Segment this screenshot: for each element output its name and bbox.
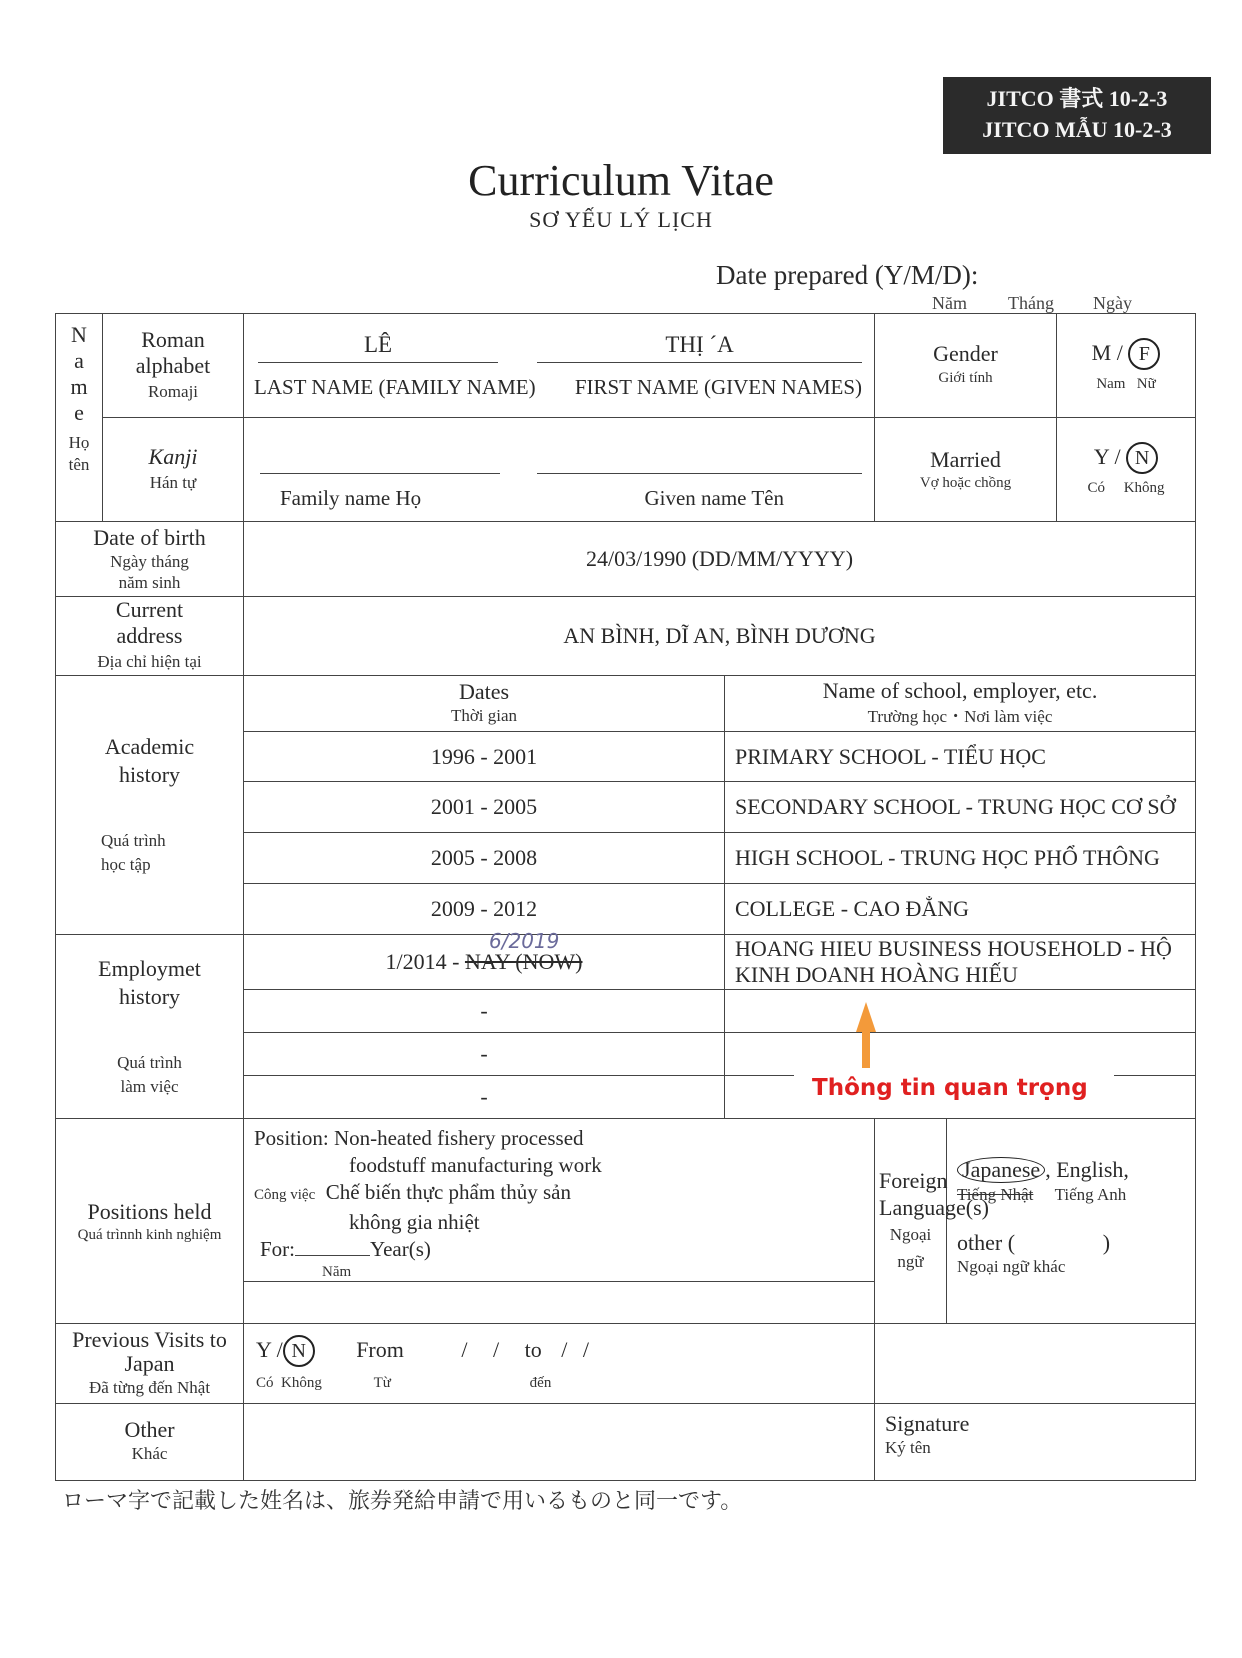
handwritten-end-date: 6/2019 <box>489 929 560 953</box>
academic-school[interactable]: HIGH SCHOOL - TRUNG HỌC PHỔ THÔNG <box>725 833 1196 884</box>
cv-form-table <box>55 313 1196 1481</box>
employment-employer[interactable] <box>725 990 1196 1033</box>
positions-extra-row[interactable] <box>244 1282 875 1324</box>
employment-sub: Quá trình làm việc <box>117 1052 182 1096</box>
academic-sub: Quá trình học tập <box>101 831 166 874</box>
other-sub: Khác <box>131 1444 168 1463</box>
kanji-label-cell <box>103 418 244 522</box>
school-header-vi: Trường học・Nơi làm việc <box>867 706 1053 726</box>
language-sub: Ngoại ngữ <box>889 1225 932 1271</box>
other-language-close: ) <box>1102 1230 1111 1255</box>
married-label: Married <box>930 446 1001 472</box>
date-day-label: Ngày <box>1093 293 1132 313</box>
other-label: Other <box>124 1417 175 1442</box>
signature-cell[interactable] <box>875 1404 1196 1481</box>
japanese-vi: Tiếng Nhật <box>957 1185 1034 1204</box>
positions-label-cell <box>56 1119 244 1324</box>
job-label: Công việc <box>254 1187 316 1203</box>
kanji-label: Kanji <box>148 443 198 469</box>
gender-label: Gender <box>933 340 998 366</box>
academic-school[interactable]: SECONDARY SCHOOL - TRUNG HỌC CƠ SỞ <box>725 782 1196 833</box>
dob-label-cell <box>56 522 244 597</box>
address-label: Current address <box>115 597 184 648</box>
form-code-line1: JITCO 書式 10-2-3 <box>986 86 1168 111</box>
years-label: Year(s) <box>370 1237 431 1261</box>
form-code-line2: JITCO MẪU 10-2-3 <box>982 117 1172 142</box>
employment-date[interactable] <box>244 929 725 990</box>
years-field[interactable] <box>295 1239 370 1256</box>
married-y-vi: Có <box>1087 480 1105 496</box>
date-year-label: Năm <box>932 293 967 313</box>
academic-date[interactable]: 2001 - 2005 <box>244 782 725 833</box>
married-n-option-selected[interactable]: N <box>1126 442 1158 474</box>
other-value[interactable] <box>244 1404 875 1481</box>
married-y-option[interactable]: Y / <box>1093 444 1121 469</box>
employment-date-start: 1/2014 - <box>385 949 465 974</box>
academic-date[interactable]: 2005 - 2008 <box>244 833 725 884</box>
visits-options-cell <box>244 1324 875 1404</box>
visits-label-cell <box>56 1324 244 1404</box>
visits-label: Previous Visits to Japan <box>72 1326 227 1376</box>
visits-from-date[interactable]: / / <box>461 1337 500 1362</box>
english-option[interactable]: , English, <box>1045 1157 1129 1182</box>
signature-label: Signature <box>885 1411 970 1436</box>
kanji-name-cell <box>244 418 875 522</box>
academic-label-cell <box>56 676 244 935</box>
callout-arrow-head-icon <box>856 1002 876 1032</box>
dates-header-vi: Thời gian <box>450 705 518 725</box>
name-letter: m <box>70 374 88 399</box>
years-vi: Năm <box>322 1264 352 1280</box>
academic-label: Academic history <box>104 734 195 787</box>
date-prepared-label: Date prepared (Y/M/D): <box>716 260 979 290</box>
position-en-2[interactable]: foodstuff manufacturing work <box>349 1153 602 1177</box>
other-language-label[interactable]: other ( <box>957 1230 1016 1255</box>
gender-f-vi: Nữ <box>1136 376 1156 392</box>
visits-y-vi: Có <box>256 1375 274 1391</box>
address-value[interactable]: AN BÌNH, DĨ AN, BÌNH DƯƠNG <box>244 597 1196 676</box>
address-sub: Địa chỉ hiện tại <box>97 652 202 671</box>
gender-f-option-selected[interactable]: F <box>1128 338 1160 370</box>
language-label: Foreign Language(s) <box>879 1168 989 1220</box>
name-letter: a <box>74 348 84 373</box>
married-label-cell <box>875 418 1057 522</box>
japanese-option-selected[interactable]: Japanese <box>957 1157 1045 1183</box>
name-side-label <box>56 314 103 522</box>
last-name-caption: LAST NAME (FAMILY NAME) <box>254 374 536 399</box>
for-label: For: <box>260 1237 296 1261</box>
page-title: Curriculum Vitae <box>468 156 774 205</box>
roman-label-cell <box>103 314 244 418</box>
positions-sub: Quá trìnnh kinh nghiệm <box>77 1226 222 1243</box>
visits-y-option[interactable]: Y / <box>256 1337 283 1362</box>
position-label: Position: <box>254 1126 329 1150</box>
academic-date[interactable]: 1996 - 2001 <box>244 732 725 782</box>
dob-sub: Ngày tháng năm sinh <box>110 552 189 592</box>
signature-sub: Ký tên <box>885 1438 931 1457</box>
visits-to-date[interactable]: / / <box>561 1337 589 1362</box>
position-cell <box>244 1119 875 1282</box>
dob-value[interactable]: 24/03/1990 (DD/MM/YYYY) <box>244 522 1196 597</box>
gender-m-option[interactable]: M / <box>1091 340 1123 365</box>
visits-n-option-selected[interactable]: N <box>283 1335 315 1367</box>
english-vi: Tiếng Anh <box>1054 1185 1127 1204</box>
kanji-sub: Hán tự <box>149 472 197 492</box>
gender-sub: Giới tính <box>938 369 993 386</box>
roman-name-cell <box>244 314 875 418</box>
visits-sub: Đã từng đến Nhật <box>88 1377 211 1397</box>
visits-empty-cell <box>875 1324 1196 1404</box>
employment-date[interactable]: - <box>244 1033 725 1076</box>
date-month-label: Tháng <box>1008 293 1054 313</box>
visits-to-label: to <box>524 1337 542 1362</box>
name-letter: N <box>71 322 87 347</box>
married-sub: Vợ hoặc chồng <box>919 474 1012 491</box>
page-subtitle: SƠ YẾU LÝ LỊCH <box>529 207 713 232</box>
roman-sub: Romaji <box>147 381 199 401</box>
positions-label: Positions held <box>87 1198 212 1224</box>
first-name-caption: FIRST NAME (GIVEN NAMES) <box>574 374 863 399</box>
married-n-vi: Không <box>1123 480 1165 496</box>
roman-label: Roman alphabet <box>135 326 211 378</box>
position-vi-2[interactable]: không gia nhiệt <box>349 1210 480 1234</box>
dates-header-label: Dates <box>458 678 510 704</box>
visits-from-vi: Từ <box>373 1375 391 1391</box>
visits-to-vi: đến <box>529 1375 552 1391</box>
position-en-1[interactable]: Non-heated fishery processed <box>333 1126 584 1150</box>
other-label-cell <box>56 1404 244 1481</box>
employment-date[interactable]: - <box>244 1076 725 1119</box>
visits-from-label: From <box>356 1337 404 1362</box>
school-header-label: Name of school, employer, etc. <box>822 677 1098 703</box>
last-name-value[interactable]: LÊ <box>258 332 498 363</box>
gender-m-vi: Nam <box>1096 376 1126 392</box>
name-letter: e <box>74 400 84 425</box>
dates-header <box>244 676 725 732</box>
family-name-caption: Family name Họ <box>280 486 422 510</box>
gender-options-cell <box>1057 314 1196 418</box>
form-code-badge <box>943 77 1211 154</box>
employment-date-struck: NAY (NOW) <box>464 949 583 974</box>
employment-employer[interactable]: HOANG HIEU BUSINESS HOUSEHOLD - HỘ KINH DOANH HOÀNG HIẾU <box>725 935 1196 990</box>
name-side-label-vi: Họ tên <box>68 433 90 474</box>
footer-note: ローマ字で記載した姓名は、旅券発給申請で用いるものと同一です。 <box>62 1488 743 1513</box>
dob-label: Date of birth <box>93 525 206 550</box>
employment-date[interactable]: - <box>244 990 725 1033</box>
employment-label: Employmet history <box>98 955 201 1009</box>
kanji-family-line[interactable] <box>260 473 500 474</box>
academic-date[interactable]: 2009 - 2012 <box>244 884 725 935</box>
first-name-value[interactable]: THỊ ´A <box>537 332 862 363</box>
visits-n-vi: Không <box>281 1375 322 1391</box>
address-label-cell <box>56 597 244 676</box>
school-header <box>725 676 1196 732</box>
other-language-vi: Ngoại ngữ khác <box>957 1257 1066 1276</box>
language-options-cell <box>947 1119 1196 1324</box>
gender-label-cell <box>875 314 1057 418</box>
kanji-given-line[interactable] <box>537 473 862 474</box>
married-options-cell <box>1057 418 1196 522</box>
academic-school[interactable]: COLLEGE - CAO ĐẲNG <box>725 884 1196 935</box>
academic-school[interactable]: PRIMARY SCHOOL - TIỂU HỌC <box>725 732 1196 782</box>
given-name-caption: Given name Tên <box>644 486 785 510</box>
employment-label-cell <box>56 935 244 1119</box>
position-vi-1[interactable]: Chế biến thực phẩm thủy sản <box>325 1180 572 1204</box>
important-info-callout: Thông tin quan trọng <box>812 1075 1088 1101</box>
